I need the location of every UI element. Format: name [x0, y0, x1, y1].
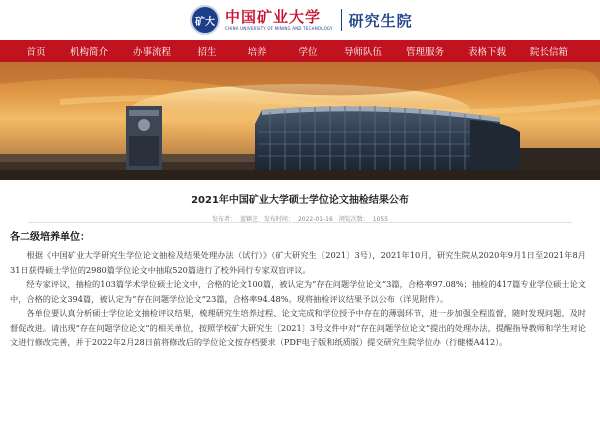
university-name: 中国矿业大学: [225, 7, 322, 26]
views-value: 1055: [372, 216, 389, 223]
nav-item-about[interactable]: 机构简介: [69, 47, 108, 58]
article-meta: [28, 214, 572, 223]
university-seal-icon: 矿大: [190, 5, 220, 35]
publisher-value: 蓝颖芝: [239, 216, 258, 223]
nav-item-downloads[interactable]: 表格下载: [467, 47, 506, 58]
nav-item-degree[interactable]: 学位: [298, 47, 318, 58]
graduate-school-name: 研究生院: [348, 11, 413, 30]
university-name-en: CHINA UNIVERSITY OF MINING AND TECHNOLOGY: [225, 25, 333, 31]
university-name-block: [225, 9, 333, 32]
paragraph: 经专家评议，抽检的103篇学术学位硕士论文中，合格的论文100篇，被认定为“存在问题学位论文”3篇，合格率97.08%；抽检的417篇专业学位硕士论文中，合格的论文394篇，被认定为“存在问题学位论文”23篇，合格率94.48%。现将抽检评议结果予以公布（详见附件）。: [10, 279, 586, 304]
nav-item-home[interactable]: 首页: [26, 47, 46, 58]
paragraph: 各单位要认真分析硕士学位论文抽检评议结果，梳理研究生培养过程、论文完成和学位授予中存在的薄弱环节，进一步加强全程监督，随时发现问题、及时督促改进。请出现“存在问题学位论文”的相关单位，按照学校矿大研究生〔2021〕3号文件中对“存在问题学位论文”提出的处理办法，提醒指导教师和学生对论文进行修改完善，并于2022年2月28日前将修改后的学位论文按存档要求（PDF电子版和纸质版）提交研究生院学位办（行健楼A412）。: [10, 308, 586, 347]
nav-item-supervisors[interactable]: 导师队伍: [343, 47, 382, 58]
views-label: 浏览次数：: [338, 216, 369, 223]
main-nav: [0, 40, 600, 62]
nav-item-services[interactable]: 管理服务: [405, 47, 444, 58]
article-title: 2021年中国矿业大学硕士学位论文抽检结果公布: [191, 195, 409, 206]
publish-time-value: 2022-01-16: [297, 216, 333, 223]
campus-banner-image: [0, 62, 600, 180]
site-logo[interactable]: [190, 3, 413, 37]
site-header: [0, 0, 600, 40]
section-heading: 各二级培养单位：: [10, 232, 90, 243]
logo-divider: [341, 9, 342, 31]
nav-item-admissions[interactable]: 招生: [197, 47, 217, 58]
publisher-label: 发布者：: [211, 216, 236, 223]
article-body: [0, 244, 600, 350]
campus-buildings-illustration: [0, 62, 600, 180]
paragraph: 根据《中国矿业大学研究生学位论文抽检及结果处理办法（试行）》（矿大研究生〔2021〕3号），2021年10月，研究生院从2020年9月1日至2021年8月31日获得硕士学位的2980篇学位论文中抽取520篇进行了校外同行专家双盲评议。: [10, 250, 586, 275]
nav-item-training[interactable]: 培养: [247, 47, 267, 58]
nav-item-dean-mailbox[interactable]: 院长信箱: [529, 47, 568, 58]
publish-time-label: 发布时间：: [263, 216, 294, 223]
nav-item-procedures[interactable]: 办事流程: [132, 47, 171, 58]
